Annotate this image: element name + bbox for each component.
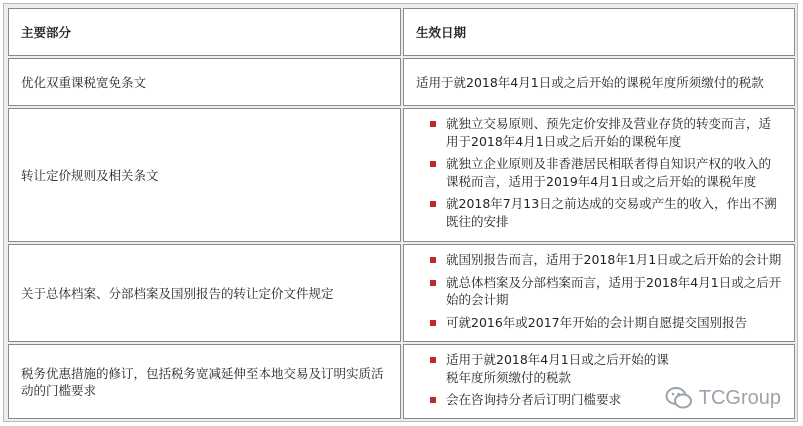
row-3-date-cell [403, 244, 795, 342]
row-4-bullet-list [416, 345, 680, 409]
row-2-part-cell [8, 108, 401, 242]
row-2-bullet-list [416, 109, 782, 230]
row-1-part-cell [8, 58, 401, 106]
row-2-bullet-2: 就独立企业原则及非香港居民相联者得自知识产权的收入的课税而言，适用于2019年4月1日或之后开始的课税年度 [430, 155, 782, 190]
header-cell-date [403, 8, 795, 56]
row-2-part: 转让定价规则及相关条文 [21, 167, 159, 183]
row-3-bullet-1: 就国别报告而言，适用于2018年1月1日或之后开始的会计期 [430, 251, 782, 269]
row-3-bullet-list [416, 245, 782, 331]
row-2-bullet-1: 就独立交易原则、预先定价安排及营业存货的转变而言，适用于2018年4月1日或之后开始的课税年度 [430, 115, 782, 150]
row-4-bullet-1: 适用于就2018年4月1日或之后开始的课税年度所须缴付的税款 [430, 351, 680, 386]
row-4-part-cell [8, 344, 401, 419]
row-1-date-cell [403, 58, 795, 106]
header-label-part: 主要部分 [21, 25, 72, 40]
header-cell-part [8, 8, 401, 56]
row-3-bullet-3: 可就2016年或2017年开始的会计期自愿提交国别报告 [430, 314, 782, 332]
row-3-part: 关于总体档案、分部档案及国别报告的转让定价文件规定 [21, 285, 334, 301]
header-label-date: 生效日期 [416, 25, 467, 40]
watermark-text: TCGroup [698, 386, 781, 409]
policy-table [3, 3, 798, 422]
wechat-icon [665, 386, 693, 410]
row-2-bullet-3: 就2018年7月13日之前达成的交易或产生的收入，作出不溯既往的安排 [430, 195, 782, 230]
watermark [665, 386, 781, 410]
row-3-part-cell [8, 244, 401, 342]
row-2-date-cell [403, 108, 795, 242]
row-1-part: 优化双重课税宽免条文 [21, 74, 147, 90]
row-4-bullet-2: 会在咨询持分者后订明门槛要求 [430, 391, 680, 409]
row-1-date: 适用于就2018年4月1日或之后开始的课税年度所须缴付的税款 [416, 74, 764, 90]
row-4-part: 税务优惠措施的修订，包括税务宽减延伸至本地交易及订明实质活动的门槛要求 [21, 365, 384, 398]
row-3-bullet-2: 就总体档案及分部档案而言，适用于2018年4月1日或之后开始的会计期 [430, 274, 782, 309]
